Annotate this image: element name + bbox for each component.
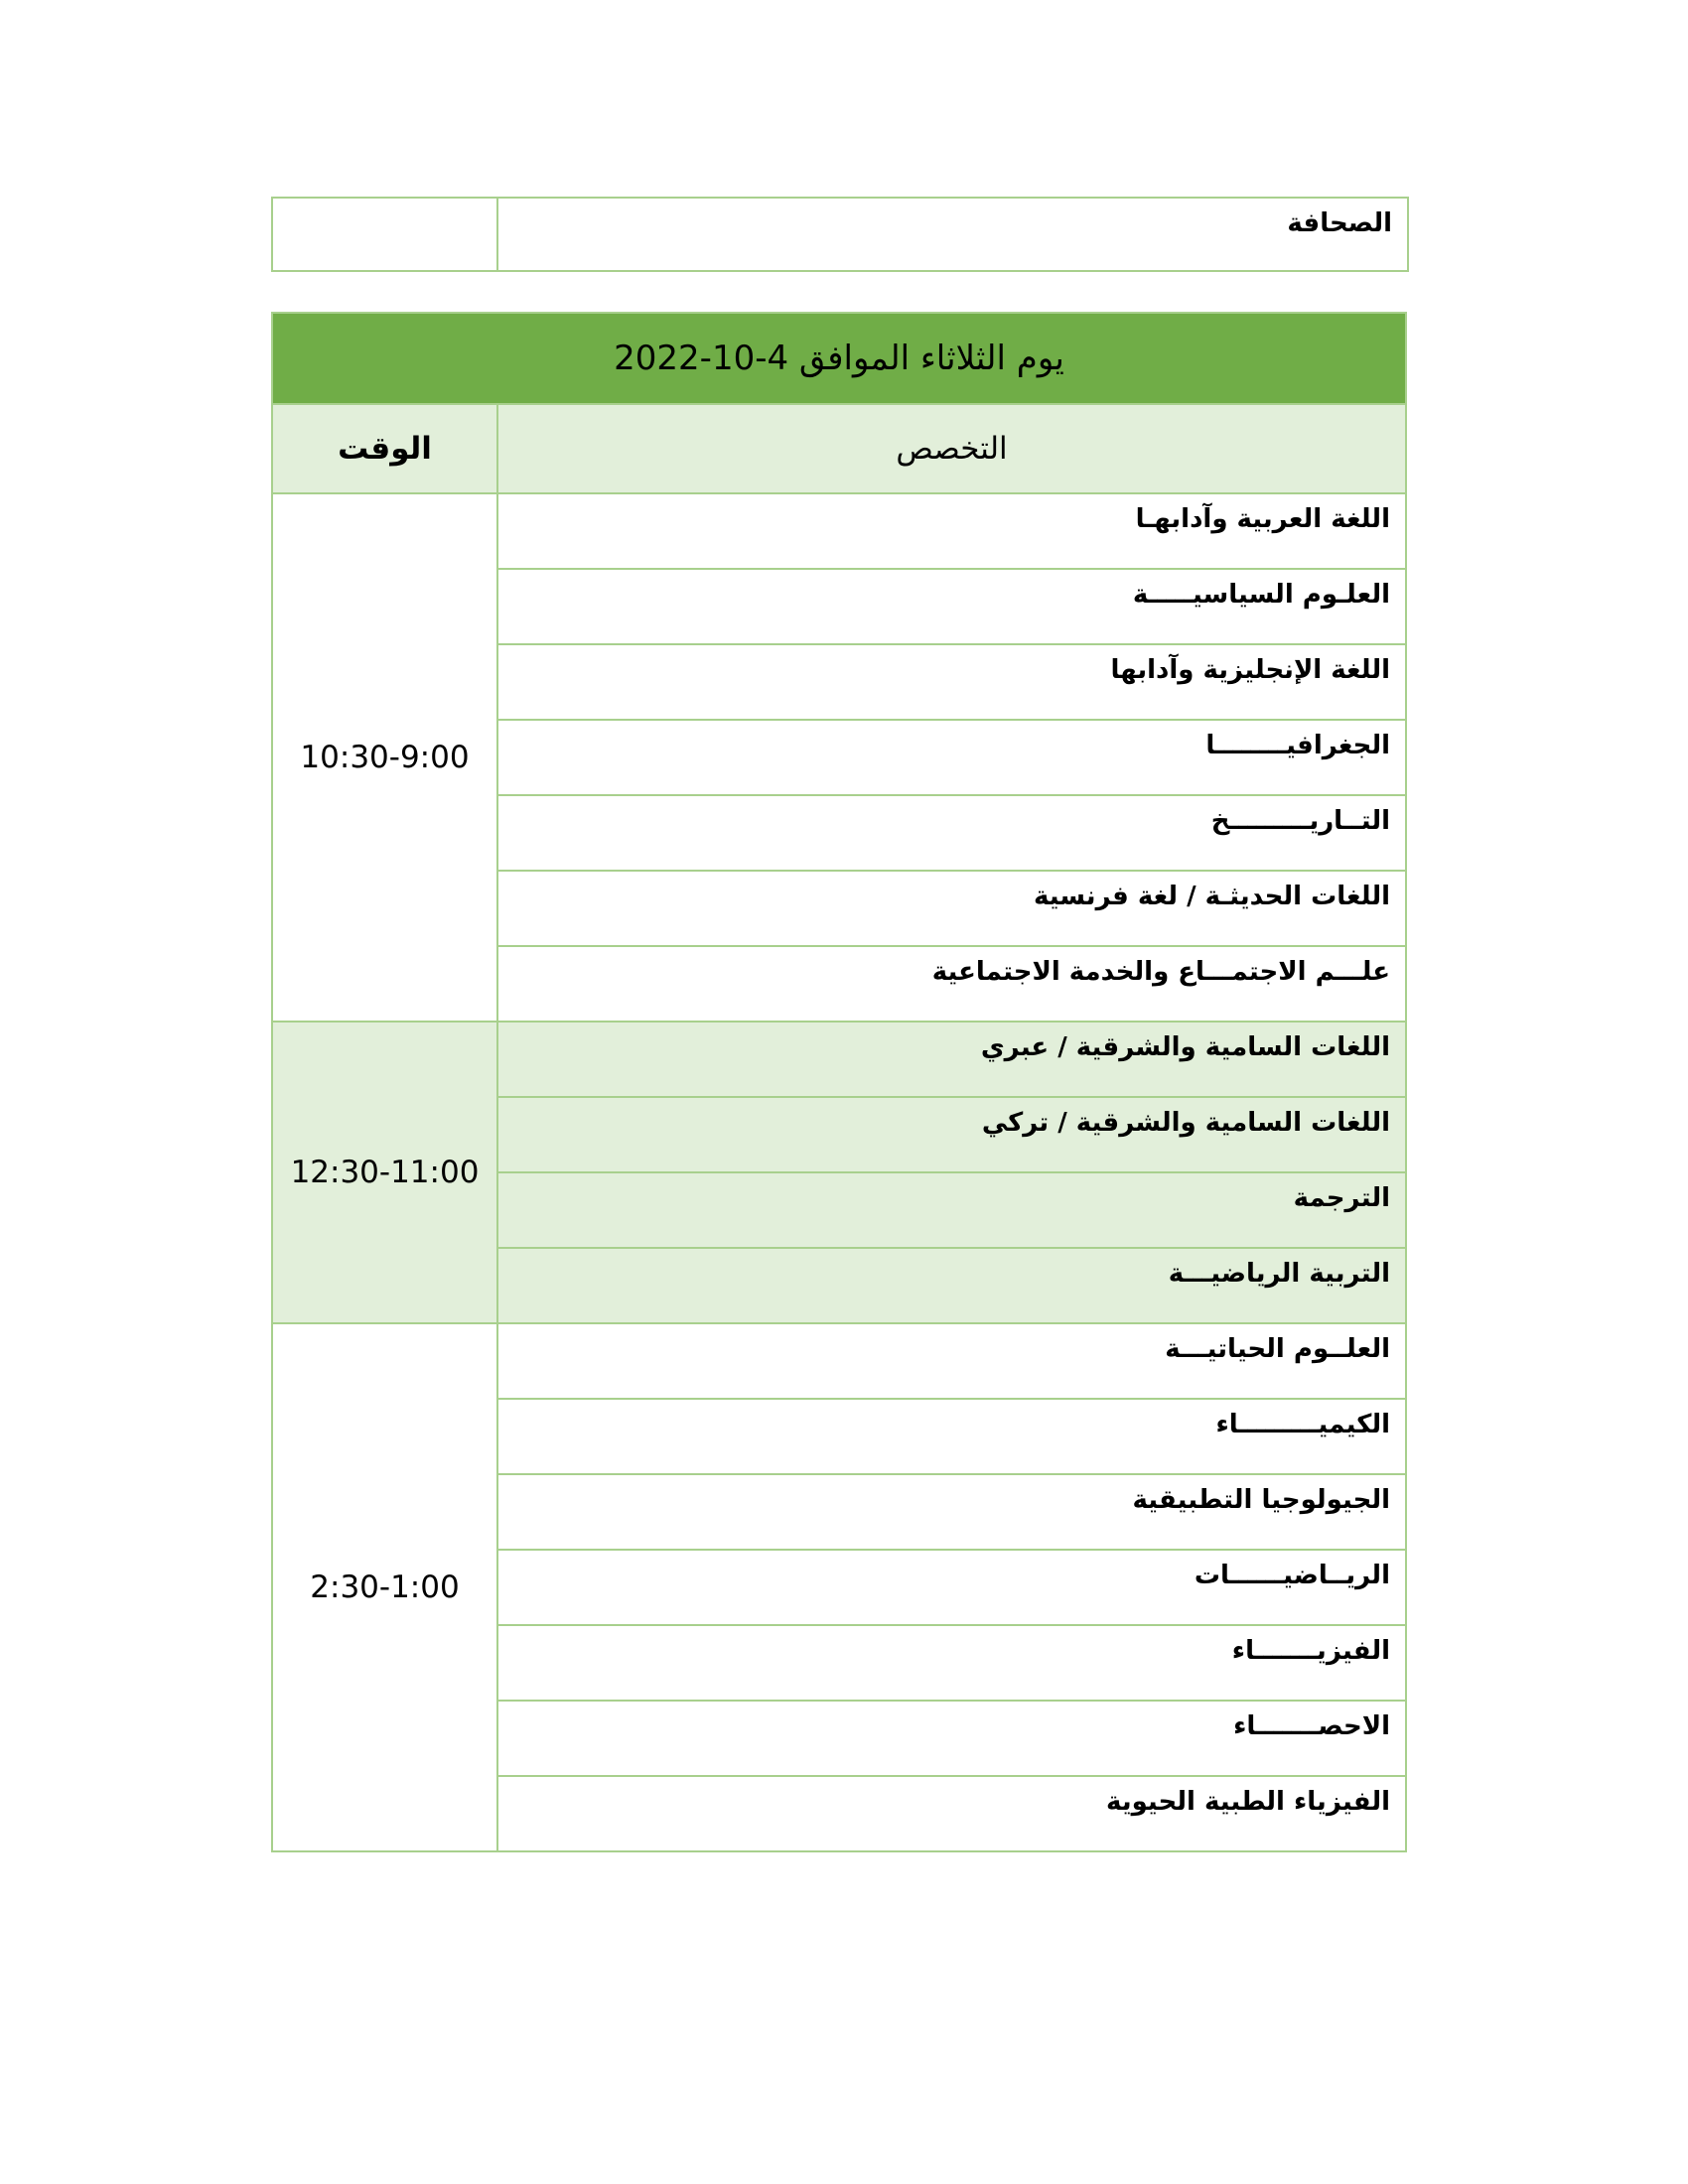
subject-cell [497,493,1406,569]
table-row [272,493,1406,569]
time-slot: 10:30-9:00 [272,493,497,1022]
subject-cell [497,720,1406,795]
specialization-cell [497,198,1408,271]
subject-cell [497,644,1406,720]
subject-label: اللغات السامية والشرقية / تركي [981,1108,1390,1138]
subject-cell [497,1022,1406,1097]
subject-label: اللغة العربية وآدابهـا [1135,504,1390,534]
subject-label: الكيميـــــــــاء [1215,1410,1390,1439]
subject-label: اللغات الحديثـة / لغة فرنسية [1033,882,1390,911]
time-slot: 2:30-1:00 [272,1323,497,1851]
table-row [272,198,1408,271]
subject-label: التــاريـــــــــخ [1210,806,1390,836]
subject-cell [497,1399,1406,1474]
table-row [272,1323,1406,1399]
subject-cell [497,1248,1406,1323]
subject-cell [497,1550,1406,1625]
table-row [272,1022,1406,1097]
subject-cell [497,1172,1406,1248]
subject-label: اللغة الإنجليزية وآدابها [1110,655,1390,685]
subject-label: الفيزياء الطبية الحيوية [1106,1787,1390,1817]
subject-label: العلـوم السياسيـــــة [1132,580,1390,610]
subject-label: الترجمة [1293,1183,1390,1213]
subject-cell [497,1323,1406,1399]
subject-cell [497,871,1406,946]
subject-label: الجغرافيــــــــا [1205,731,1390,760]
subject-label: الفيزيـــــــاء [1231,1636,1390,1666]
header-time: الوقت [272,404,497,493]
header-specialization: التخصص [497,404,1406,493]
subject-cell [497,1625,1406,1701]
previous-day-table [271,197,1409,272]
subject-label: اللغات السامية والشرقية / عبري [980,1032,1390,1062]
time-slot: 12:30-11:00 [272,1022,497,1323]
subject-cell [497,1097,1406,1172]
subject-label: الجيولوجيا التطبيقية [1132,1485,1390,1515]
exam-schedule-table [271,312,1407,1852]
specialization-label: الصحافة [1287,208,1392,238]
subject-label: علـــم الاجتمـــاع والخدمة الاجتماعية [931,957,1390,987]
day-title: يوم الثلاثاء الموافق 4-10-2022 [272,313,1406,404]
time-cell-empty [272,198,497,271]
subject-label: التربية الرياضيـــة [1168,1259,1390,1289]
subject-cell [497,1474,1406,1550]
subject-label: الاحصـــــــاء [1233,1711,1390,1741]
subject-cell [497,1701,1406,1776]
subject-cell [497,1776,1406,1851]
subject-label: العلــوم الحياتيـــة [1165,1334,1390,1364]
subject-cell [497,569,1406,644]
subject-cell [497,795,1406,871]
subject-cell [497,946,1406,1022]
subject-label: الريــاضيــــــات [1194,1561,1390,1590]
